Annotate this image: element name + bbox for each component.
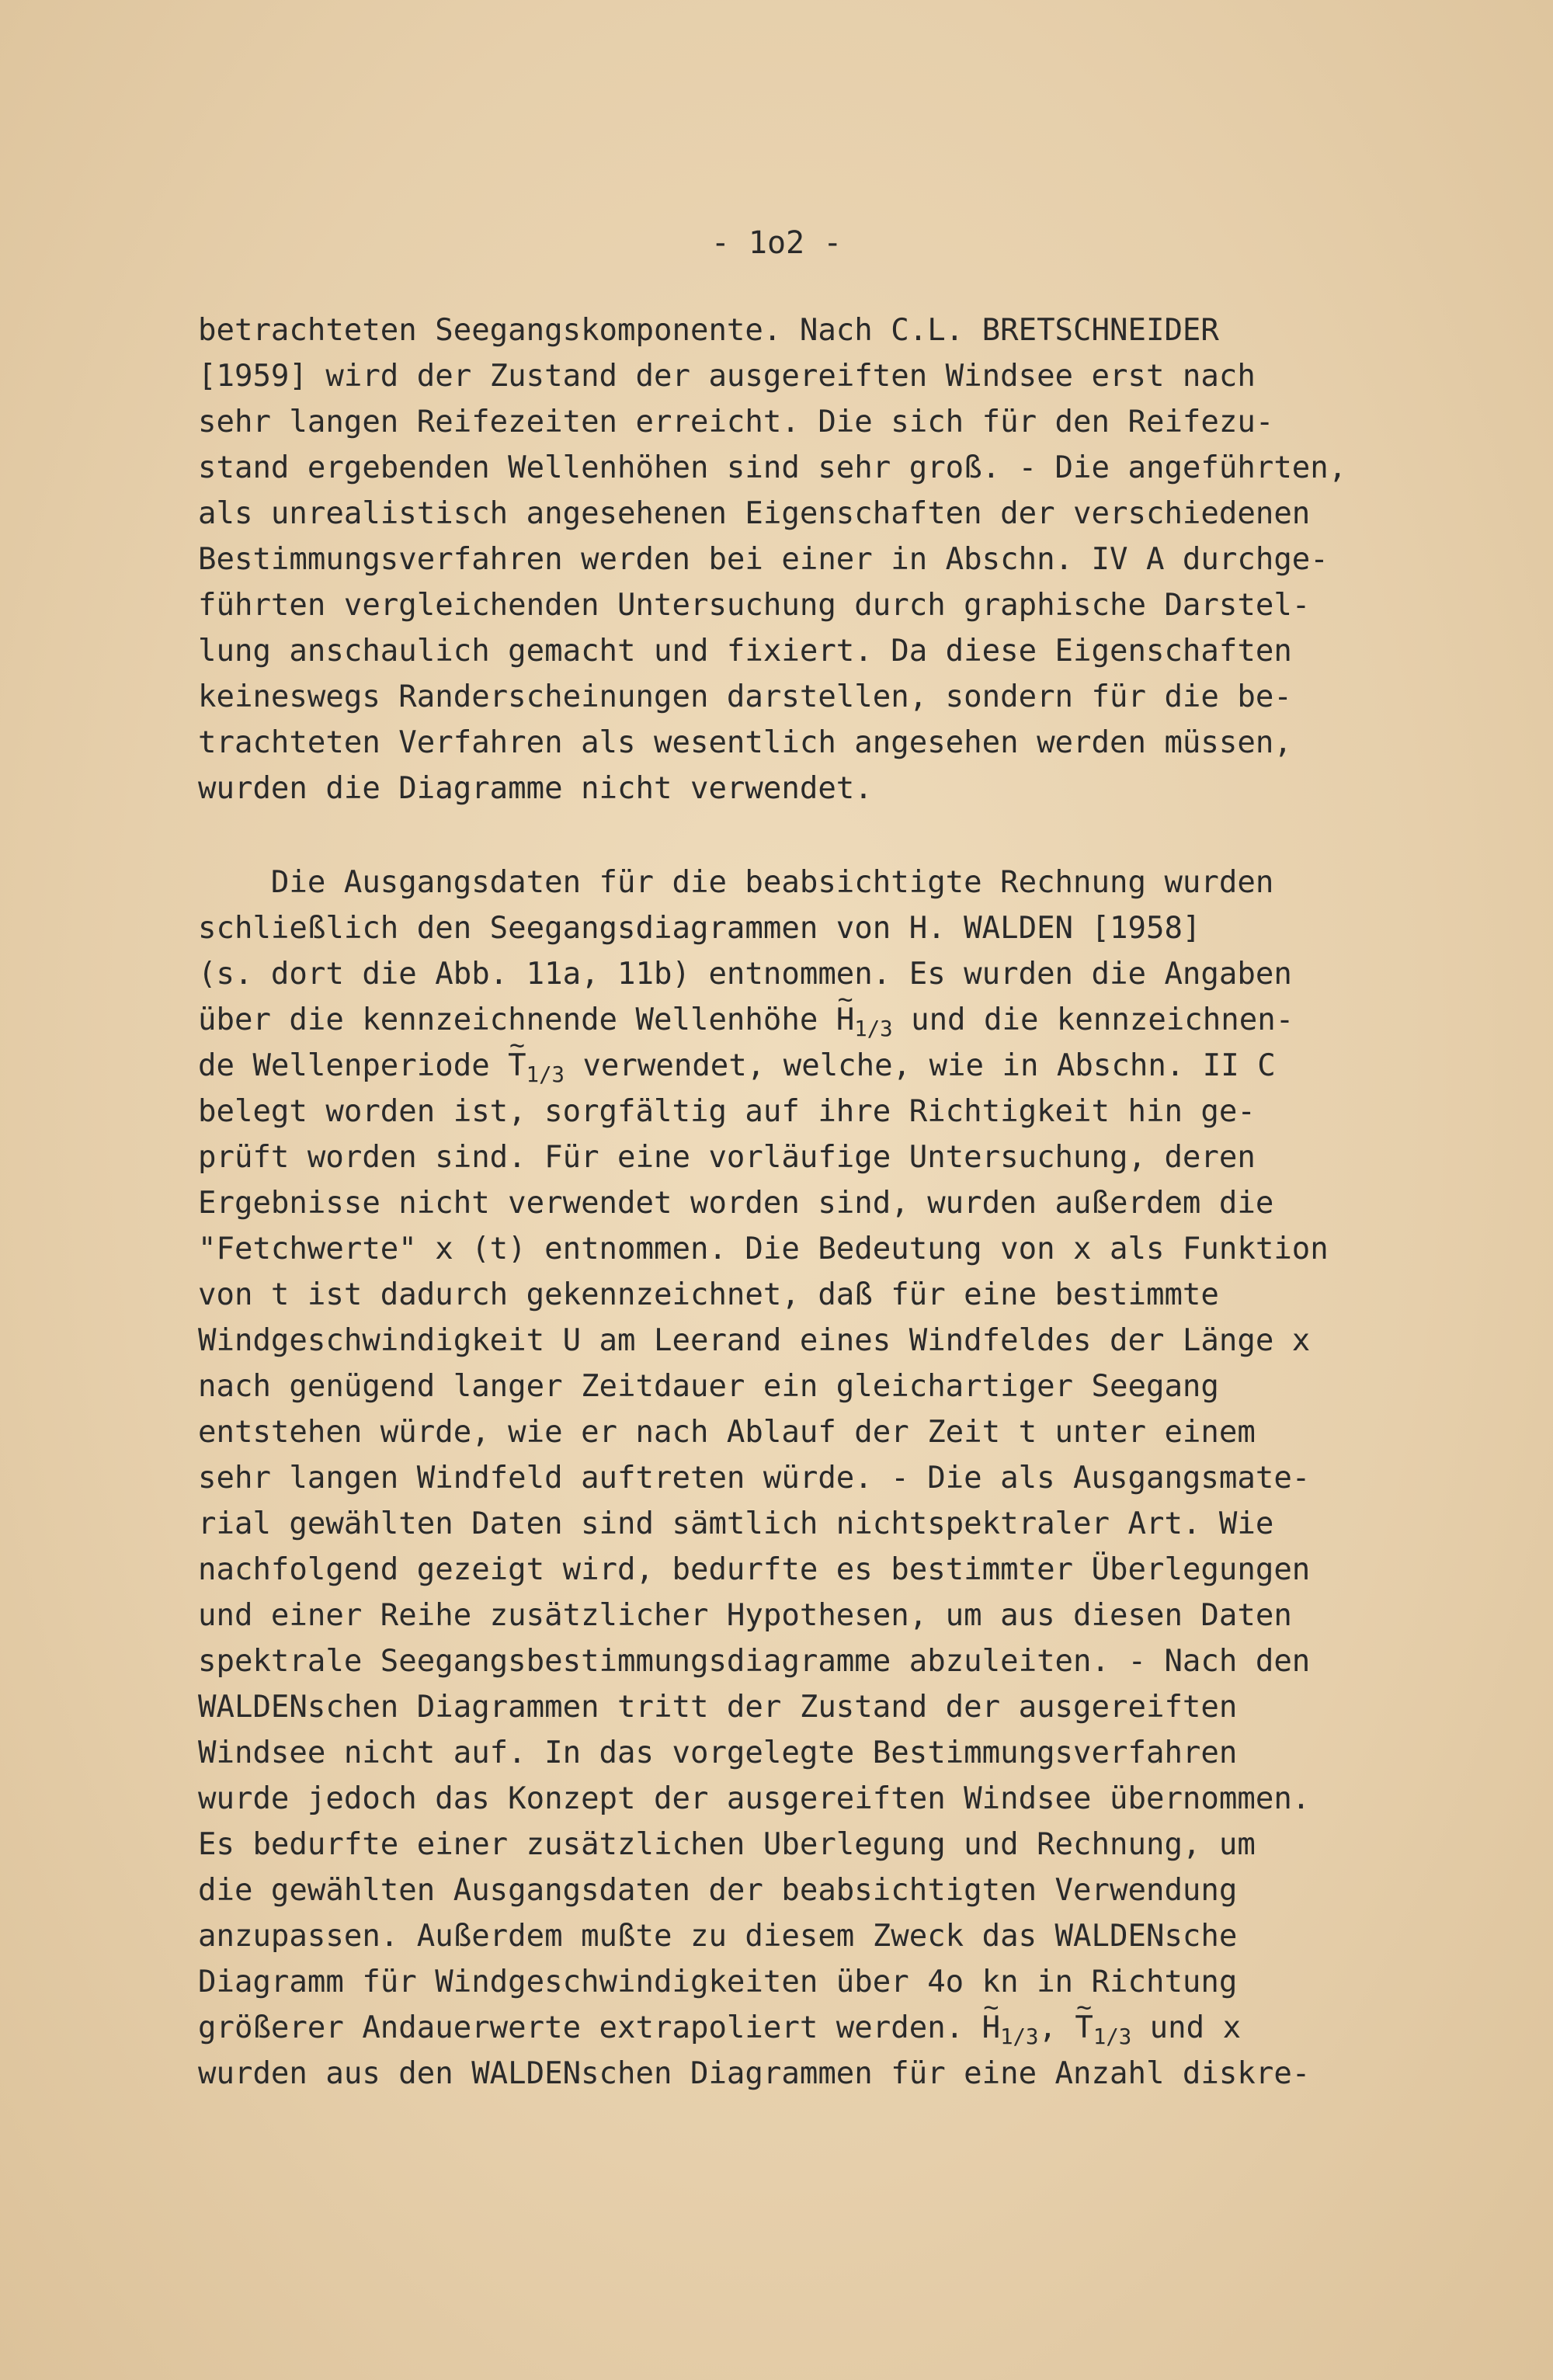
subscript-one-third: 1/3	[1000, 2025, 1039, 2050]
text-line: (s. dort die Abb. 11a, 11b) entnommen. Es wurden die Angaben	[198, 957, 1292, 992]
text-line: führten vergleichenden Untersuchung durch graphische Darstel-	[198, 588, 1311, 623]
text-line: von t ist dadurch gekennzeichnet, daß für eine bestimmte	[198, 1277, 1219, 1312]
text-line: Die Ausgangsdaten für die beabsichtigte Rechnung wurden	[198, 865, 1274, 900]
text-line: nach genügend langer Zeitdauer ein gleichartiger Seegang	[198, 1369, 1219, 1404]
symbol-h-tilde: ~ H	[982, 2013, 1000, 2043]
text-line: "Fetchwerte" x (t) entnommen. Die Bedeutung von x als Funktion	[198, 1232, 1329, 1266]
text-line	[198, 1048, 1276, 1088]
text-line: Ergebnisse nicht verwendet worden sind, wurden außerdem die	[198, 1186, 1274, 1221]
text-line: anzupassen. Außerdem mußte zu diesem Zweck das WALDENsche	[198, 1919, 1238, 1954]
text-line: betrachteten Seegangskomponente. Nach C.L. BRETSCHNEIDER	[198, 313, 1219, 348]
subscript-one-third: 1/3	[526, 1063, 565, 1088]
text-line: Windgeschwindigkeit U am Leerand eines Windfeldes der Länge x	[198, 1323, 1311, 1358]
text-segment: über die kennzeichnende Wellenhöhe	[198, 1002, 836, 1037]
text-line	[198, 1002, 1294, 1042]
text-line: schließlich den Seegangsdiagrammen von H. WALDEN [1958]	[198, 911, 1201, 946]
text-line	[198, 2010, 1242, 2050]
text-line: keineswegs Randerscheinungen darstellen, sondern für die be-	[198, 679, 1292, 714]
text-line: [1959] wird der Zustand der ausgereiften Windsee erst nach	[198, 359, 1256, 394]
text-line: entstehen würde, wie er nach Ablauf der Zeit t unter einem	[198, 1415, 1256, 1450]
text-line: WALDENschen Diagrammen tritt der Zustand der ausgereiften	[198, 1690, 1238, 1725]
text-segment: größerer Andauerwerte extrapoliert werden.	[198, 2010, 982, 2045]
symbol-t-tilde: ~ T	[1075, 2013, 1093, 2043]
text-line: rial gewählten Daten sind sämtlich nichtspektraler Art. Wie	[198, 1506, 1274, 1541]
text-line: Bestimmungsverfahren werden bei einer in Abschn. IV A durchge-	[198, 542, 1329, 577]
text-line: die gewählten Ausgangsdaten der beabsichtigten Verwendung	[198, 1873, 1238, 1908]
text-segment: und x	[1131, 2010, 1242, 2045]
subscript-one-third: 1/3	[854, 1017, 893, 1042]
text-segment: verwendet, welche, wie in Abschn. II C	[564, 1048, 1276, 1083]
text-line: prüft worden sind. Für eine vorläufige Untersuchung, deren	[198, 1140, 1256, 1175]
text-line: trachteten Verfahren als wesentlich angesehen werden müssen,	[198, 725, 1292, 760]
text-segment: ,	[1038, 2010, 1075, 2045]
text-segment: de Wellenperiode	[198, 1048, 509, 1083]
text-line: nachfolgend gezeigt wird, bedurfte es bestimmter Überlegungen	[198, 1552, 1311, 1587]
text-line: wurden aus den WALDENschen Diagrammen für eine Anzahl diskre-	[198, 2056, 1311, 2091]
text-line: sehr langen Windfeld auftreten würde. - Die als Ausgangsmate-	[198, 1461, 1311, 1496]
text-line: Diagramm für Windgeschwindigkeiten über 4o kn in Richtung	[198, 1965, 1238, 2000]
text-line: stand ergebenden Wellenhöhen sind sehr groß. - Die angeführten,	[198, 450, 1347, 485]
text-line: wurde jedoch das Konzept der ausgereiften Windsee übernommen.	[198, 1781, 1311, 1816]
text-line: lung anschaulich gemacht und fixiert. Da diese Eigenschaften	[198, 634, 1292, 669]
page-number: - 1o2 -	[710, 225, 843, 261]
text-segment: und die kennzeichnen-	[892, 1002, 1294, 1037]
text-line: Es bedurfte einer zusätzlichen Uberlegung und Rechnung, um	[198, 1827, 1256, 1862]
text-line: belegt worden ist, sorgfältig auf ihre Richtigkeit hin ge-	[198, 1094, 1256, 1129]
text-line: wurden die Diagramme nicht verwendet.	[198, 771, 873, 806]
text-line: sehr langen Reifezeiten erreicht. Die sich für den Reifezu-	[198, 405, 1274, 440]
text-line: Windsee nicht auf. In das vorgelegte Bestimmungsverfahren	[198, 1735, 1238, 1770]
text-line: und einer Reihe zusätzlicher Hypothesen, um aus diesen Daten	[198, 1598, 1292, 1633]
symbol-h-tilde: ~ H	[836, 1005, 854, 1035]
subscript-one-third: 1/3	[1093, 2025, 1132, 2050]
symbol-t-tilde: ~ T	[508, 1051, 526, 1081]
text-line: spektrale Seegangsbestimmungsdiagramme abzuleiten. - Nach den	[198, 1644, 1311, 1679]
text-line: als unrealistisch angesehenen Eigenschaften der verschiedenen	[198, 496, 1311, 531]
